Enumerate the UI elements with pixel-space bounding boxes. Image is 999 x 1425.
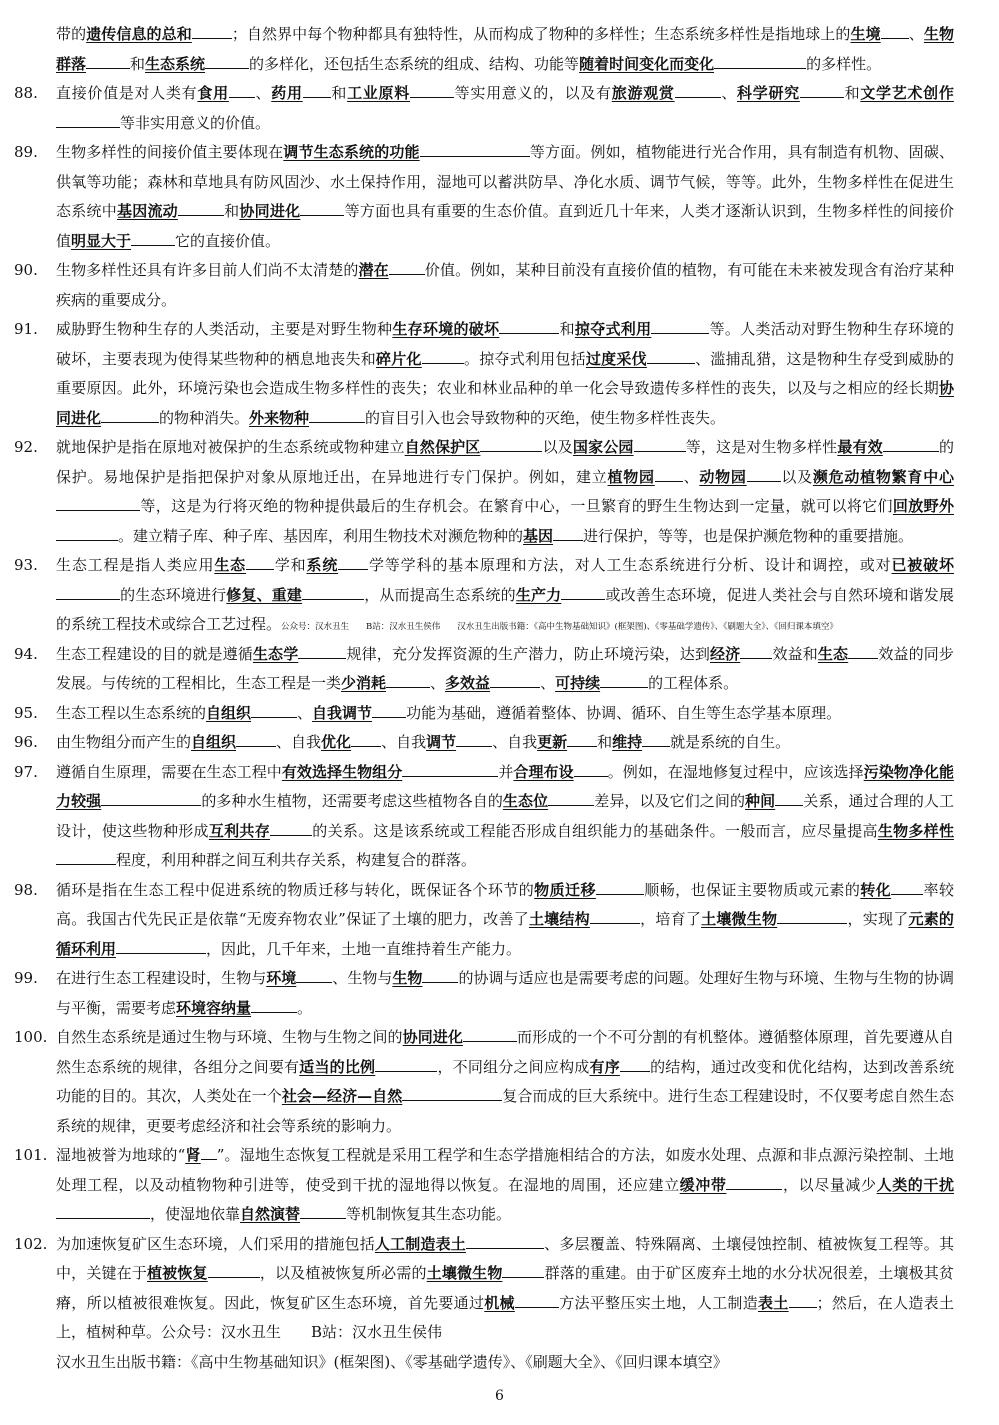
item-text: 循环是指在生态工程中促进系统的物质迁移与转化，既保证各个环节的 — [56, 880, 535, 899]
item-text: 、滥捕乱猎，这是物种生存受到威胁的重要原因。此外，环境污染也会造成生物多样性的丧失；农业和林业品种的单一化会导致遗传多样性的丧失，以及与之相应的经长期 — [56, 349, 954, 397]
blank-underline — [402, 1087, 502, 1101]
fill-blank-item — [14, 758, 954, 876]
item-number: 94. — [14, 644, 38, 663]
answer-blank: 污染物净化能力较强 — [56, 762, 954, 810]
answer-blank: 国家公园 — [572, 438, 634, 456]
item-text: 和 — [843, 84, 861, 102]
publisher-note: 汉水丑生出版书籍：《高中生物基础知识》(框架图)、《零基础学遗传》、《刷题大全》、《回归课本填空》 — [56, 1352, 728, 1371]
blank-underline — [420, 143, 530, 157]
answer-blank: 优化 — [321, 733, 352, 751]
item-text: 等机制恢复其生态功能。 — [346, 1205, 512, 1223]
answer-blank: 协同进化 — [402, 1028, 463, 1046]
blank-underline — [300, 1205, 346, 1219]
answer-blank: 调节 — [426, 733, 457, 751]
item-text: 带的 — [56, 25, 87, 43]
item-text: 以及 — [780, 467, 813, 486]
answer-blank: 适当的比例 — [299, 1057, 376, 1076]
item-text: 、 — [908, 25, 924, 43]
blank-underline — [567, 733, 597, 747]
blank-underline — [777, 910, 847, 924]
item-text: 差异，以及它们之间的 — [594, 792, 746, 810]
answer-blank: 自我调节 — [312, 703, 373, 722]
answer-blank: 自组织 — [191, 733, 237, 751]
blank-underline — [375, 1058, 437, 1072]
item-number: 98. — [14, 880, 38, 899]
blank-underline — [251, 704, 297, 718]
answer-blank: 基因 — [523, 526, 554, 545]
blank-underline — [775, 792, 803, 806]
item-text: 。 — [297, 998, 313, 1017]
blank-underline — [351, 733, 381, 747]
item-text: 生态工程建设的目的就是遵循 — [56, 644, 253, 663]
answer-blank: 维持 — [612, 733, 643, 751]
fill-blank-item — [14, 699, 954, 729]
item-number: 101. — [14, 1146, 48, 1164]
item-text: 关系，通过合理的人工设计，使这些物种形成 — [56, 792, 954, 840]
answer-blank: 掠夺式利用 — [574, 320, 652, 338]
item-text: ，从而提高生态系统的 — [364, 585, 516, 604]
blank-underline — [747, 468, 781, 482]
answer-blank: 碎片化 — [376, 349, 422, 368]
item-text: 的协调与适应也是需要考虑的问题。处理好生物与环境、生物与生物的协调与平衡，需要考虑 — [56, 969, 954, 1017]
blank-underline — [726, 1176, 782, 1190]
item-text: 生物多样性还具有许多目前人们尚不太清楚的 — [56, 261, 359, 279]
answer-blank: 基因流动 — [116, 202, 178, 220]
blank-underline — [56, 527, 118, 541]
blank-underline — [422, 350, 464, 364]
item-text: 等，这是对生物多样性 — [685, 438, 838, 456]
blank-underline — [338, 556, 368, 570]
item-text: 等方面也具有重要的生态价值。直到近几十年来，人类才逐渐认识到，生物多样性的间接价值 — [56, 202, 954, 250]
item-text: 就地保护是指在原地对被保护的生态系统或物种建立 — [56, 438, 405, 456]
item-number: 88. — [14, 84, 38, 102]
item-number: 102. — [14, 1234, 48, 1253]
answer-blank: 科学研究 — [737, 84, 800, 102]
fill-blank-item — [14, 433, 954, 551]
item-text: 群落的重建。由于矿区废弃土地的水分状况很差，土壤极其贫瘠，所以植被很难恢复。因此，恢复矿区生态环境，首先要通过 — [56, 1264, 954, 1312]
blank-underline — [101, 409, 159, 423]
item-text: 威胁野生物种生存的人类活动，主要是对野生物种 — [56, 320, 393, 338]
answer-blank: 生物 — [392, 969, 423, 987]
item-number: 100. — [14, 1028, 48, 1046]
answer-blank: 植被恢复 — [147, 1264, 208, 1282]
item-text: 、 — [720, 84, 738, 102]
answer-blank: 随着时间变化而变化 — [579, 54, 715, 73]
item-text: 、自我 — [276, 733, 322, 751]
item-text: 它的直接价值。 — [175, 231, 281, 250]
item-text: 等方面。例如，植物能进行光合作用，具有制造有机物、固碳、供氧等功能；森林和草地具有防风固沙、水土保持作用，湿地可以蓄洪防旱、净化水质、调节气候，等等。此外，生物多样性在促进生态系统中 — [56, 143, 954, 220]
blank-underline — [300, 202, 344, 216]
answer-blank: 濒危动植物繁育中心 — [812, 467, 954, 486]
blank-underline — [499, 320, 559, 334]
fill-blank-item — [14, 876, 954, 965]
item-text: 效益和 — [772, 644, 818, 663]
answer-blank: 外来物种 — [249, 408, 310, 427]
blank-underline — [651, 320, 709, 334]
item-text: ，不同组分之间应构成 — [437, 1057, 590, 1076]
item-text: ；自然界中每个物种都具有独特性，从而构成了物种的多样性；生态系统多样性是指地球上的 — [231, 25, 851, 43]
fill-blank-item — [14, 315, 954, 433]
item-text: 生态工程是指人类应用 — [56, 556, 215, 574]
answer-blank: 物质迁移 — [534, 880, 596, 899]
fill-blank-item — [14, 256, 954, 315]
answer-blank: 药用 — [271, 84, 303, 102]
item-text: 为加速恢复矿区生态环境，人们采用的措施包括 — [56, 1234, 375, 1253]
blank-underline — [515, 1294, 559, 1308]
blank-underline — [647, 350, 695, 364]
item-text: 等非实用意义的价值。 — [120, 113, 271, 132]
answer-blank: 合理布设 — [513, 762, 574, 781]
item-text: 的关系。这是该系统或工程能否形成自组织能力的基础条件。一般而言，应尽量提高 — [312, 821, 878, 840]
item-text: 就是系统的自生。 — [670, 733, 791, 751]
blank-underline — [229, 84, 255, 98]
item-text: 价值。例如，某种目前没有直接价值的植物，有可能在未来被发现含有治疗某种疾病的重要成分。 — [56, 261, 954, 309]
item-text: 和 — [330, 84, 348, 102]
answer-blank: 生态系统 — [145, 54, 206, 73]
item-text: 、 — [430, 674, 446, 692]
blank-underline — [466, 1235, 544, 1249]
item-text: 学等学科的基本原理和方法，对人工生态系统进行分析、设计和调控，或对 — [368, 556, 892, 574]
blank-underline — [620, 1058, 650, 1072]
answer-blank: 动物园 — [699, 467, 747, 486]
blank-underline — [389, 261, 425, 275]
answer-blank: 缓冲带 — [679, 1175, 727, 1194]
blank-underline — [881, 25, 909, 39]
fill-blank-item — [14, 20, 954, 79]
blank-underline — [303, 84, 331, 98]
item-text: 而形成的一个不可分割的有机整体。遵循整体原理，首先要遵从自然生态系统的规律，各组分之间要有 — [56, 1028, 954, 1076]
item-text: 方法平整压实土地，人工制造 — [558, 1293, 758, 1312]
answer-blank: 人工制造表土 — [374, 1234, 466, 1253]
blank-underline — [236, 733, 276, 747]
blank-underline — [246, 556, 274, 570]
blank-underline — [201, 1146, 217, 1160]
blank-underline — [600, 674, 648, 688]
item-text: 的物种消失。 — [159, 408, 250, 427]
answer-blank: 回放野外 — [892, 497, 954, 515]
item-text: 、生物与 — [332, 969, 393, 987]
blank-underline — [422, 969, 458, 983]
item-text: ，培育了 — [639, 910, 702, 928]
item-text: 顺畅，也保证主要物质或元素的 — [643, 880, 861, 899]
blank-underline — [490, 674, 540, 688]
item-text: ，以及植被恢复所必需的 — [259, 1264, 427, 1282]
item-text: 生物多样性的间接价值主要体现在 — [56, 143, 284, 161]
item-text: 等。人类活动对野生物种生存环境的破坏，主要表现为使得某些物种的栖息地丧失和 — [56, 320, 954, 368]
answer-blank: 协同进化 — [239, 202, 301, 220]
answer-blank: 生态学 — [252, 644, 299, 663]
blank-underline — [410, 84, 454, 98]
watermark-note: 公众号：汉水丑生 B站：汉水丑生侯伟 汉水丑生出版书籍：《高中生物基础知识》(框架图)、《零基础学遗传》、《刷题大全》、《回归课本填空》 — [281, 622, 838, 632]
answer-blank: 环境容纳量 — [176, 998, 252, 1017]
item-text: 的盲目引入也会导致物种的灭绝，使生物多样性丧失。 — [365, 408, 726, 427]
item-number: 97. — [14, 762, 38, 781]
blank-underline — [270, 822, 312, 836]
answer-blank: 调节生态系统的功能 — [283, 143, 420, 161]
answer-blank: 种间 — [745, 792, 776, 810]
answer-blank: 经济 — [710, 644, 741, 663]
answer-blank: 系统 — [306, 556, 339, 574]
item-text: ，使湿地依靠 — [150, 1205, 241, 1223]
blank-underline — [86, 55, 130, 69]
fill-blank-item — [14, 1141, 954, 1230]
answer-blank: 生物多样性 — [877, 821, 954, 840]
blank-underline — [208, 1264, 260, 1278]
blank-underline — [131, 232, 175, 246]
answer-blank: 最有效 — [837, 438, 883, 456]
fill-blank-item — [14, 728, 954, 758]
item-text: 程度，利用种群之间互利共存关系，构建复合的群落。 — [116, 851, 477, 869]
answer-blank: 生产力 — [515, 585, 562, 604]
item-text: 和 — [130, 54, 146, 73]
item-text: 复合而成的巨大系统中。进行生态工程建设时，不仅要考虑自然生态系统的规律，更要考虑经济和社会等系统的影响力。 — [56, 1087, 954, 1135]
blank-underline — [56, 114, 120, 128]
item-text: 的多样化，还包括生态系统的组成、结构、功能等 — [249, 54, 580, 73]
item-text: ，实现了 — [847, 910, 909, 928]
item-number: 92. — [14, 438, 38, 456]
answer-blank: 生态 — [214, 556, 246, 574]
item-text: 、 — [540, 674, 556, 692]
answer-blank: 更新 — [537, 733, 568, 751]
answer-blank: 社会—经济—自然 — [281, 1087, 403, 1105]
item-text: 自然生态系统是通过生物与环境、生物与生物之间的 — [56, 1028, 403, 1046]
item-text: 规律，充分发挥资源的生产潜力，防止环境污染，达到 — [346, 644, 711, 663]
answer-blank: 明显大于 — [71, 231, 132, 250]
blank-underline — [480, 438, 542, 452]
blank-underline — [309, 409, 365, 423]
item-text: 、多层覆盖、特殊隔离、土壤侵蚀控制、植被恢复工程等。其中，关键在于 — [56, 1234, 954, 1282]
item-text: ”。湿地生态恢复工程就是采用工程学和生态学措施相结合的方法，如废水处理、点源和非点源污染控制、土地处理工程，以及动植物物种引进等，使受到干扰的湿地得以恢复。在湿地的周围，还应建立 — [56, 1146, 954, 1194]
item-text: 效益的同步发展。与传统的工程相比，生态工程是一类 — [56, 644, 954, 692]
answer-blank: 土壤微生物 — [701, 910, 778, 928]
answer-blank: 自然演替 — [240, 1205, 301, 1223]
blank-underline — [463, 1028, 517, 1042]
item-text: 率较高。我国古代先民正是依靠“无废弃物农业”保证了土壤的肥力，改善了 — [56, 880, 954, 928]
blank-underline — [101, 792, 201, 806]
blank-underline — [675, 84, 721, 98]
item-number: 99. — [14, 969, 38, 987]
item-text: ；然后，在人造表土上，植树种草。公众号：汉水丑生 B站：汉水丑生侯伟 — [56, 1293, 954, 1341]
answer-blank: 多效益 — [445, 674, 491, 692]
answer-blank: 生境 — [850, 25, 881, 43]
item-text: 、 — [297, 703, 313, 722]
item-text: 、自我 — [381, 733, 427, 751]
item-text: 等实用意义的，以及有 — [453, 84, 612, 102]
blank-underline — [590, 910, 640, 924]
answer-blank: 表土 — [758, 1293, 789, 1312]
item-text: 等，这是为行将灭绝的物种提供最后的生存机会。在繁育中心，一旦繁育的野生生物达到一定量，就可以将它们 — [140, 497, 893, 515]
answer-blank: 遗传信息的总和 — [86, 25, 192, 43]
item-text: 学和 — [274, 556, 307, 574]
item-number: 90. — [14, 261, 38, 279]
fill-blank-item — [14, 138, 954, 256]
answer-blank: 协同进化 — [56, 379, 954, 427]
answer-blank: 转化 — [860, 880, 892, 899]
answer-blank: 自然保护区 — [404, 438, 481, 456]
fill-blank-item — [14, 551, 954, 640]
blank-underline — [56, 497, 140, 511]
blank-underline — [574, 763, 608, 777]
blank-underline — [116, 940, 206, 954]
blank-underline — [56, 586, 120, 600]
item-text: 并 — [498, 762, 514, 781]
answer-blank: 元素的循环利用 — [56, 910, 954, 958]
item-text: 和 — [559, 320, 575, 338]
answer-blank: 旅游观赏 — [611, 84, 675, 102]
blank-underline — [298, 645, 346, 659]
answer-blank: 有效选择生物组分 — [281, 762, 403, 781]
answer-blank: 生态位 — [502, 792, 549, 810]
blank-underline — [386, 674, 430, 688]
item-text: 的工程体系。 — [648, 674, 739, 692]
blank-underline — [848, 645, 878, 659]
item-number: 89. — [14, 143, 38, 161]
item-text: 直接价值是对人类有 — [56, 84, 198, 102]
item-number: 95. — [14, 703, 38, 722]
answer-blank: 环境 — [266, 969, 297, 987]
item-number: 91. — [14, 320, 38, 338]
answer-blank: 少消耗 — [341, 674, 387, 692]
item-number: 96. — [14, 733, 38, 751]
blank-underline — [548, 792, 594, 806]
blank-underline — [56, 1205, 150, 1219]
item-text: ，以尽量减少 — [782, 1175, 877, 1194]
blank-underline — [891, 881, 923, 895]
blank-underline — [714, 55, 806, 69]
item-text: 。掠夺式利用包括 — [463, 349, 586, 368]
item-text: 的多样性。 — [806, 54, 882, 73]
answer-blank: 人类的干扰 — [876, 1175, 954, 1194]
fill-blank-item — [14, 1230, 954, 1348]
fill-blank-item — [14, 964, 954, 1023]
answer-blank: 土壤结构 — [528, 910, 590, 928]
item-text: 、 — [682, 467, 700, 486]
answer-blank: 潜在 — [358, 261, 389, 279]
blank-underline — [596, 881, 644, 895]
item-text: ，因此，几千年来，土地一直维持着生产能力。 — [206, 939, 522, 958]
item-text: 功能为基础，遵循着整体、协调、循环、自生等生态学基本原理。 — [406, 703, 842, 722]
item-text: 遵循自生原理，需要在生态工程中 — [56, 762, 282, 781]
blank-underline — [634, 438, 686, 452]
fill-blank-item — [14, 79, 954, 138]
item-text: 由生物组分而产生的 — [56, 733, 192, 751]
blank-underline — [655, 468, 683, 482]
blank-underline — [402, 763, 498, 777]
item-number: 93. — [14, 556, 38, 574]
item-text: 湿地被誉为地球的“ — [56, 1146, 186, 1164]
answer-blank: 生态 — [817, 644, 849, 663]
blank-underline — [456, 733, 492, 747]
blank-underline — [56, 851, 116, 865]
blank-underline — [178, 202, 224, 216]
blank-underline — [642, 733, 670, 747]
item-text: 。建立精子库、种子库、基因库，利用生物技术对濒危物种的 — [118, 526, 524, 545]
blank-underline — [740, 645, 772, 659]
blank-underline — [789, 1294, 817, 1308]
item-text: 进行保护，等等，也是保护濒危物种的重要措施。 — [583, 526, 914, 545]
answer-blank: 工业原料 — [347, 84, 410, 102]
answer-blank: 生物群落 — [56, 25, 954, 73]
answer-blank: 生存环境的破坏 — [392, 320, 500, 338]
blank-underline — [502, 1264, 544, 1278]
blank-underline — [192, 25, 232, 39]
answer-blank: 土壤微生物 — [426, 1264, 503, 1282]
answer-blank: 修复、重建 — [226, 585, 303, 604]
item-text: 、 — [254, 84, 272, 102]
item-text: 。例如，在湿地修复过程中，应该选择 — [607, 762, 864, 781]
answer-blank: 有序 — [589, 1057, 620, 1076]
item-text: 和 — [597, 733, 613, 751]
item-text: 、自我 — [492, 733, 538, 751]
answer-blank: 机械 — [484, 1293, 515, 1312]
blank-underline — [302, 586, 364, 600]
blank-underline — [800, 84, 844, 98]
blank-underline — [553, 527, 583, 541]
answer-blank: 过度采伐 — [585, 349, 647, 368]
answer-blank: 文学艺术创作 — [860, 84, 954, 102]
worksheet-page — [14, 20, 954, 1377]
blank-underline — [561, 586, 605, 600]
answer-blank: 可持续 — [555, 674, 601, 692]
item-text: 和 — [223, 202, 240, 220]
item-text: 或改善生态环境，促进人类社会与自然环境和谐发展的系统工程技术或综合工艺过程。 — [56, 585, 954, 633]
answer-blank: 肾 — [185, 1146, 201, 1164]
page-number: 6 — [495, 1388, 504, 1404]
answer-blank: 食用 — [197, 84, 229, 102]
item-text: 生态工程以生态系统的 — [56, 703, 207, 722]
answer-blank: 互利共存 — [208, 821, 270, 840]
item-text: 的生态环境进行 — [120, 585, 227, 604]
answer-blank: 已被破坏 — [891, 556, 954, 574]
blank-underline — [372, 704, 406, 718]
answer-blank: 植物园 — [607, 467, 655, 486]
item-text: 的多种水生植物，还需要考虑这些植物各自的 — [201, 792, 503, 810]
fill-blank-item — [14, 1023, 954, 1141]
blank-underline — [251, 999, 297, 1013]
item-text: 以及 — [542, 438, 573, 456]
blank-underline — [883, 438, 939, 452]
item-text: 的结构，通过改变和优化结构，达到改善系统功能的目的。其次，人类处在一个 — [56, 1057, 954, 1105]
fill-blank-item — [14, 640, 954, 699]
blank-underline — [296, 969, 332, 983]
blank-underline — [205, 55, 249, 69]
answer-blank: 自组织 — [206, 703, 252, 722]
item-text: 在进行生态工程建设时，生物与 — [56, 969, 267, 987]
item-text: 的保护。易地保护是指把保护对象从原地迁出，在异地进行专门保护。例如，建立 — [56, 438, 954, 486]
